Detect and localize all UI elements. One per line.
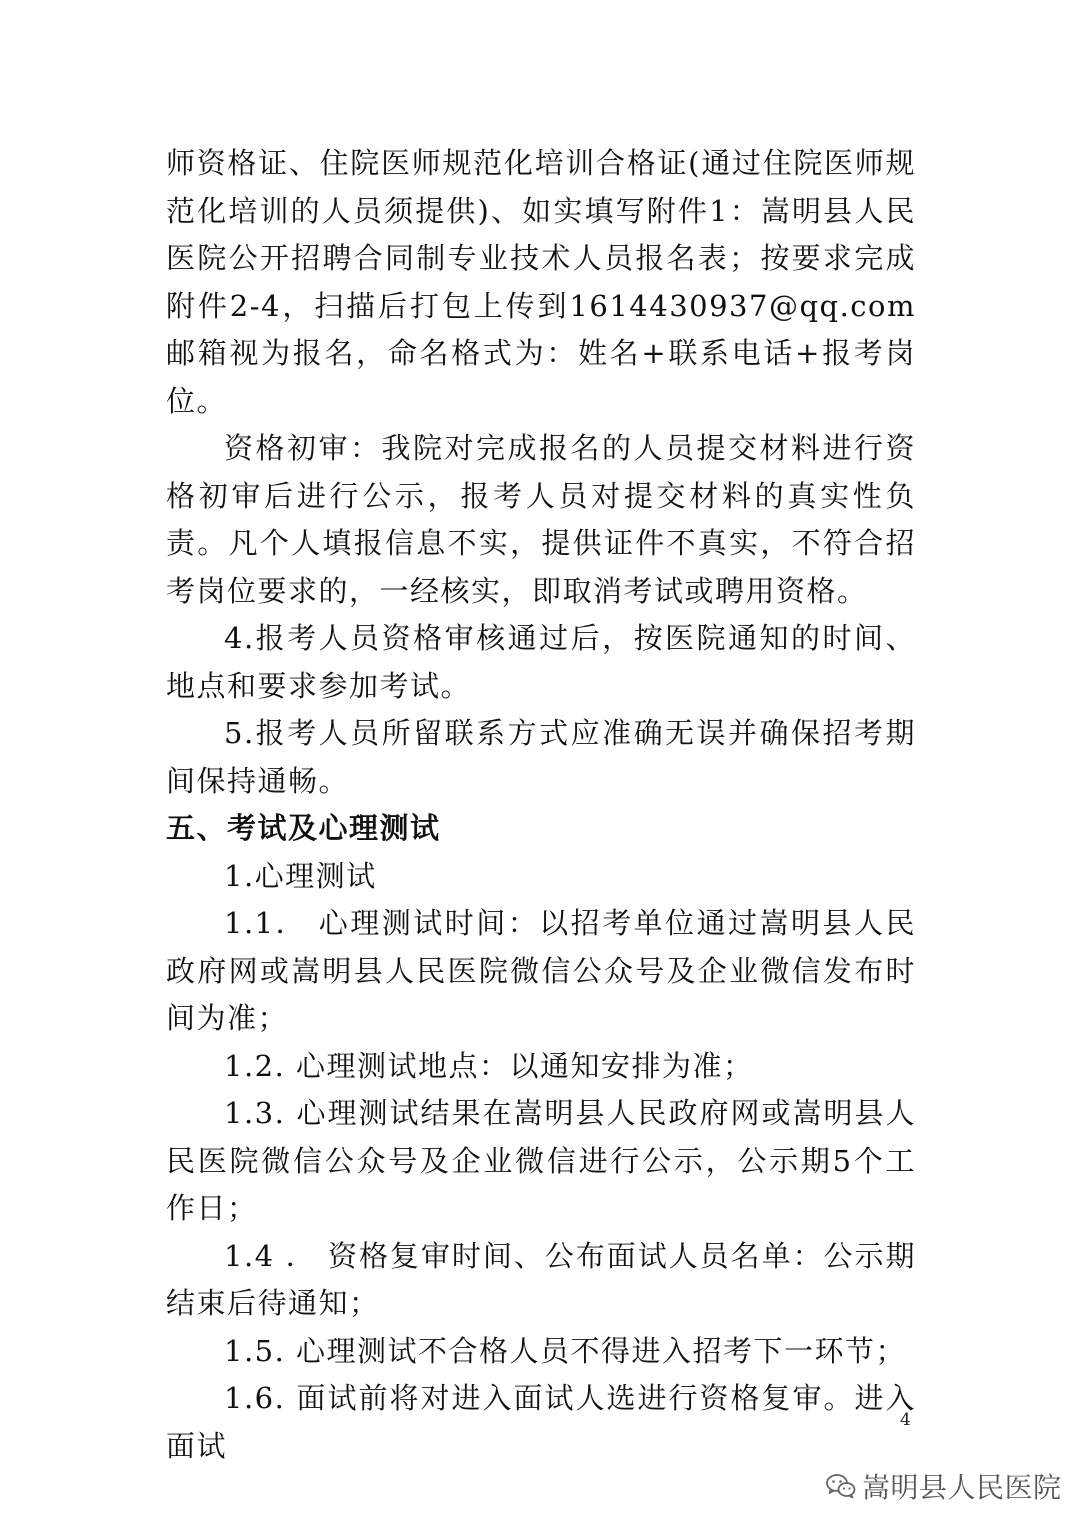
clause-1-3: 1.3. 心理测试结果在嵩明县人民政府网或嵩明县人民医院微信公众号及企业微信进行公示，公示期5个工作日； [166,1096,916,1225]
clause-1-5: 1.5. 心理测试不合格人员不得进入招考下一环节； [224,1333,907,1368]
wechat-icon [826,1473,856,1499]
paragraph-item-4: 4.报考人员资格审核通过后，按医院通知的时间、地点和要求参加考试。 [166,621,916,703]
paragraph-initial-review: 资格初审：我院对完成报名的人员提交材料进行资格初审后进行公示，报考人员对提交材料的真实性负责。凡个人填报信息不实，提供证件不真实，不符合招考岗位要求的，一经核实，即取消考试或聘用资格。 [166,431,916,608]
paragraph-registration: 师资格证、住院医师规范化培训合格证(通过住院医师规范化培训的人员须提供)、如实填写附件1：嵩明县人民医院公开招聘合同制专业技术人员报名表；按要求完成附件2-4，扫描后打包上传到1614430937@qq.com邮箱视为报名，命名格式为：姓名+联系电话+报考岗位。 [166,146,916,418]
document-body [166,140,916,1470]
clause-1-4: 1.4 ． 资格复审时间、公布面试人员名单：公示期结束后待通知； [166,1238,916,1320]
clause-1-1: 1.1． 心理测试时间：以招考单位通过嵩明县人民政府网或嵩明县人民医院微信公众号及企业微信发布时间为准； [166,906,916,1035]
watermark-text: 嵩明县人民医院 [862,1471,1062,1504]
clause-1-2: 1.2. 心理测试地点：以通知安排为准； [224,1048,754,1083]
watermark [826,1466,1062,1506]
subsection-title: 1.心理测试 [224,858,377,893]
section-heading: 五、考试及心理测试 [166,811,441,845]
paragraph-item-5: 5.报考人员所留联系方式应准确无误并确保招考期间保持通畅。 [166,716,916,798]
clause-1-6: 1.6. 面试前将对进入面试人选进行资格复审。进入面试 [166,1381,916,1463]
page-number: 4 [900,1410,911,1430]
